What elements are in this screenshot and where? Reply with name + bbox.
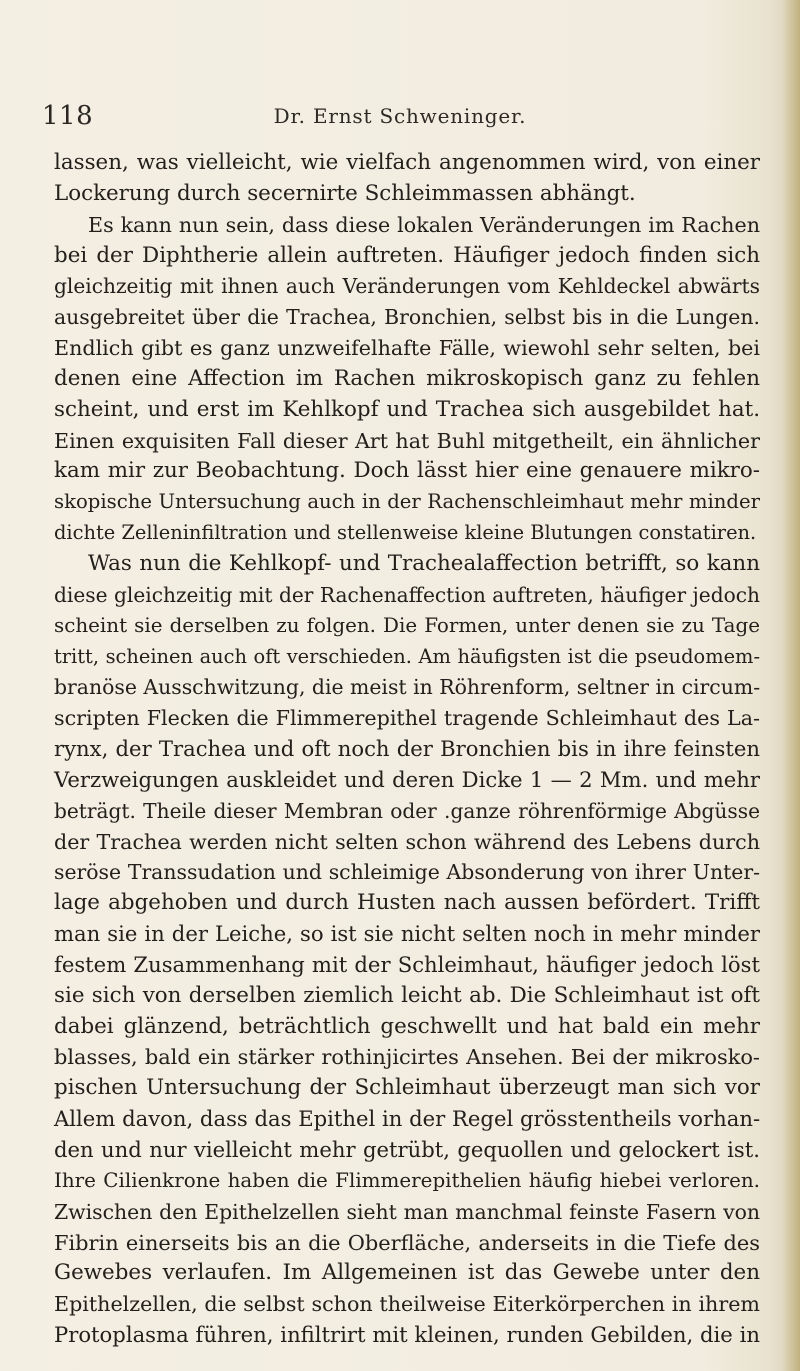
text-line: scripten Flecken die Flimmerepithel tragende Schleimhaut des La- [54,706,760,731]
text-line: branöse Ausschwitzung, die meist in Röhrenform, seltner in circum- [54,675,761,700]
text-line: scheint sie derselben zu folgen. Die Formen, unter denen sie zu Tage [54,613,760,637]
text-line: diese gleichzeitig mit der Rachenaffection auftreten, häufiger jedoch [54,582,760,607]
text-line: man sie in der Leiche, so ist sie nicht selten noch in mehr minder [54,921,760,947]
text-line: bei der Diphtherie allein auftreten. Häufiger jedoch finden sich [54,242,760,268]
page-header [40,101,760,137]
text-line: pischen Untersuchung der Schleimhaut überzeugt man sich vor [54,1075,760,1101]
page-edge-shadow [782,0,800,1371]
text-line: tritt, scheinen auch oft verschieden. Am häufigsten ist die pseudomem- [54,644,760,668]
running-head: Dr. Ernst Schweninger. [273,104,527,128]
text-line: skopische Untersuchung auch in der Rachenschleimhaut mehr minder [54,490,760,514]
text-line: sie sich von derselben ziemlich leicht ab. Die Schleimhaut ist oft [54,982,760,1008]
text-line: Endlich gibt es ganz unzweifelhafte Fälle, wiewohl sehr selten, bei [54,336,760,361]
text-line: Lockerung durch secernirte Schleimmassen abhängt. [54,180,636,206]
text-line: Was nun die Kehlkopf- und Trachealaffection betrifft, so kann [88,550,760,576]
text-line: festem Zusammenhang mit der Schleimhaut, häufiger jedoch löst [54,951,760,977]
text-line: Ihre Cilienkrone haben die Flimmerepithelien häufig hiebei verloren. [54,1168,760,1192]
text-line: Es kann nun sein, dass diese lokalen Veränderungen im Rachen [88,212,760,237]
text-line: gleichzeitig mit ihnen auch Veränderungen vom Kehldeckel abwärts [54,274,760,299]
text-line: der Trachea werden nicht selten schon während des Lebens durch [54,829,760,854]
text-line: ausgebreitet über die Trachea, Bronchien, selbst bis in die Lungen. [54,305,760,330]
text-line: scheint, und erst im Kehlkopf und Trachea sich ausgebildet hat. [54,396,760,422]
text-line: kam mir zur Beobachtung. Doch lässt hier eine genauere mikro- [54,458,760,484]
text-line: Gewebes verlaufen. Im Allgemeinen ist das Gewebe unter den [54,1260,760,1286]
text-line: lage abgehoben und durch Husten nach aussen befördert. Trifft [54,890,760,916]
text-line: rynx, der Trachea und oft noch der Bronchien bis in ihre feinsten [54,736,760,762]
body-text [54,148,760,1351]
text-line: Verzweigungen auskleidet und deren Dicke 1 — 2 Mm. und mehr [54,766,760,792]
text-line: Zwischen den Epithelzellen sieht man manchmal feinste Fasern von [54,1199,760,1224]
text-line: dabei glänzend, beträchtlich geschwellt und hat bald ein mehr [54,1013,760,1039]
text-line: dichte Zelleninfiltration und stellenweise kleine Blutungen constatiren. [54,521,757,545]
text-line: seröse Transsudation und schleimige Absonderung von ihrer Unter- [54,860,760,885]
text-line: Protoplasma führen, infiltrirt mit kleinen, runden Gebilden, die in [54,1322,760,1348]
text-line: denen eine Affection im Rachen mikroskopisch ganz zu fehlen [54,365,760,391]
text-line: Fibrin einerseits bis an die Oberfläche, anderseits in die Tiefe des [54,1230,760,1255]
text-line: blasses, bald ein stärker rothinjicirtes Ansehen. Bei der mikrosko- [54,1045,760,1070]
text-line: lassen, was vielleicht, wie vielfach angenommen wird, von einer [54,150,760,175]
text-line: beträgt. Theile dieser Membran oder .ganze röhrenförmige Abgüsse [54,798,760,823]
text-line: Epithelzellen, die selbst schon theilweise Eiterkörperchen in ihrem [54,1292,760,1317]
text-line: den und nur vielleicht mehr getrübt, gequollen und gelockert ist. [54,1137,760,1162]
page-number: 118 [42,101,94,131]
text-line: Einen exquisiten Fall dieser Art hat Buhl mitgetheilt, ein ähnlicher [54,428,760,453]
text-line: Allem davon, dass das Epithel in der Regel grösstentheils vorhan- [54,1106,761,1132]
